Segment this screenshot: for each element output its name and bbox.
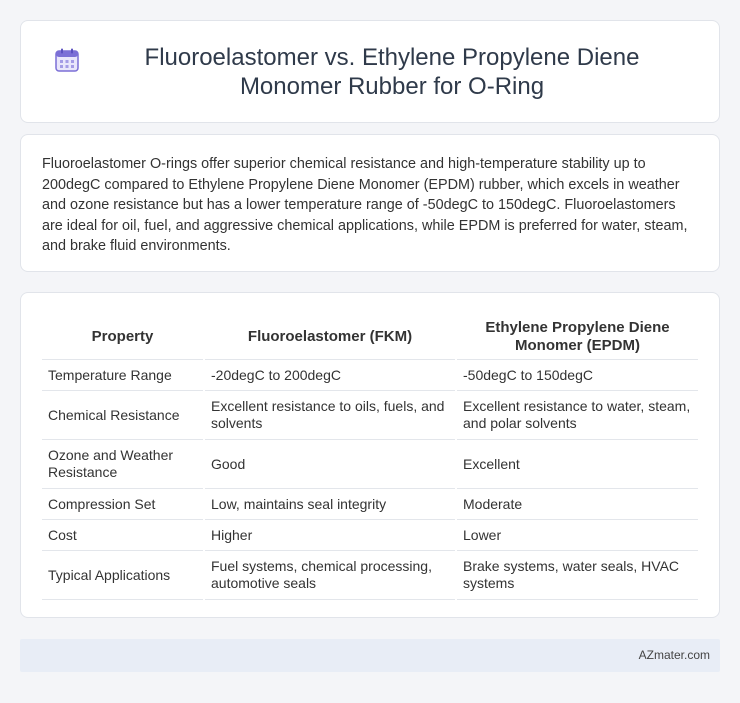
row-property: Cost xyxy=(42,520,204,551)
header-epdm: Ethylene Propylene Diene Monomer (EPDM) xyxy=(456,315,698,360)
table-row xyxy=(42,360,698,391)
row-property: Typical Applications xyxy=(42,551,204,600)
page-title: Fluoroelastomer vs. Ethylene Propylene Diene Monomer Rubber for O-Ring xyxy=(144,44,640,100)
table-row xyxy=(42,520,698,551)
row-fkm: Excellent resistance to oils, fuels, and solvents xyxy=(204,391,456,440)
title-card xyxy=(20,20,720,123)
row-property: Temperature Range xyxy=(42,360,204,391)
comparison-card xyxy=(20,292,720,618)
comparison-table xyxy=(42,315,698,600)
summary-text: Fluoroelastomer O-rings offer superior chemical resistance and high-temperature stability up to 200degC compared to Ethylene Propylene Diene Monomer (EPDM) rubber, which excels in weather and ozone resistance but has a lower temperature range of -50degC to 150degC. Fluoroelastomers are ideal for oil, fuel, and aggressive chemical applications, while EPDM is preferred for water, steam, and brake fluid environments. xyxy=(42,156,688,254)
header-property: Property xyxy=(42,315,204,360)
summary-card xyxy=(20,134,720,272)
row-property: Chemical Resistance xyxy=(42,391,204,440)
row-epdm: Excellent resistance to water, steam, and polar solvents xyxy=(456,391,698,440)
row-epdm: Excellent xyxy=(456,440,698,489)
row-fkm: Higher xyxy=(204,520,456,551)
row-epdm: -50degC to 150degC xyxy=(456,360,698,391)
calendar-icon xyxy=(54,47,80,73)
footer-brand: AZmater.com xyxy=(638,648,710,662)
footer-bar xyxy=(20,639,720,672)
row-property: Compression Set xyxy=(42,489,204,520)
row-fkm: Fuel systems, chemical processing, automotive seals xyxy=(204,551,456,600)
row-epdm: Brake systems, water seals, HVAC systems xyxy=(456,551,698,600)
row-epdm: Lower xyxy=(456,520,698,551)
row-fkm: Low, maintains seal integrity xyxy=(204,489,456,520)
table-row xyxy=(42,440,698,489)
row-property: Ozone and Weather Resistance xyxy=(42,440,204,489)
table-header-row xyxy=(42,315,698,360)
table-row xyxy=(42,551,698,600)
row-fkm: -20degC to 200degC xyxy=(204,360,456,391)
table-row xyxy=(42,391,698,440)
table-row xyxy=(42,489,698,520)
row-fkm: Good xyxy=(204,440,456,489)
title-wrap xyxy=(51,43,695,101)
row-epdm: Moderate xyxy=(456,489,698,520)
header-fkm: Fluoroelastomer (FKM) xyxy=(204,315,456,360)
